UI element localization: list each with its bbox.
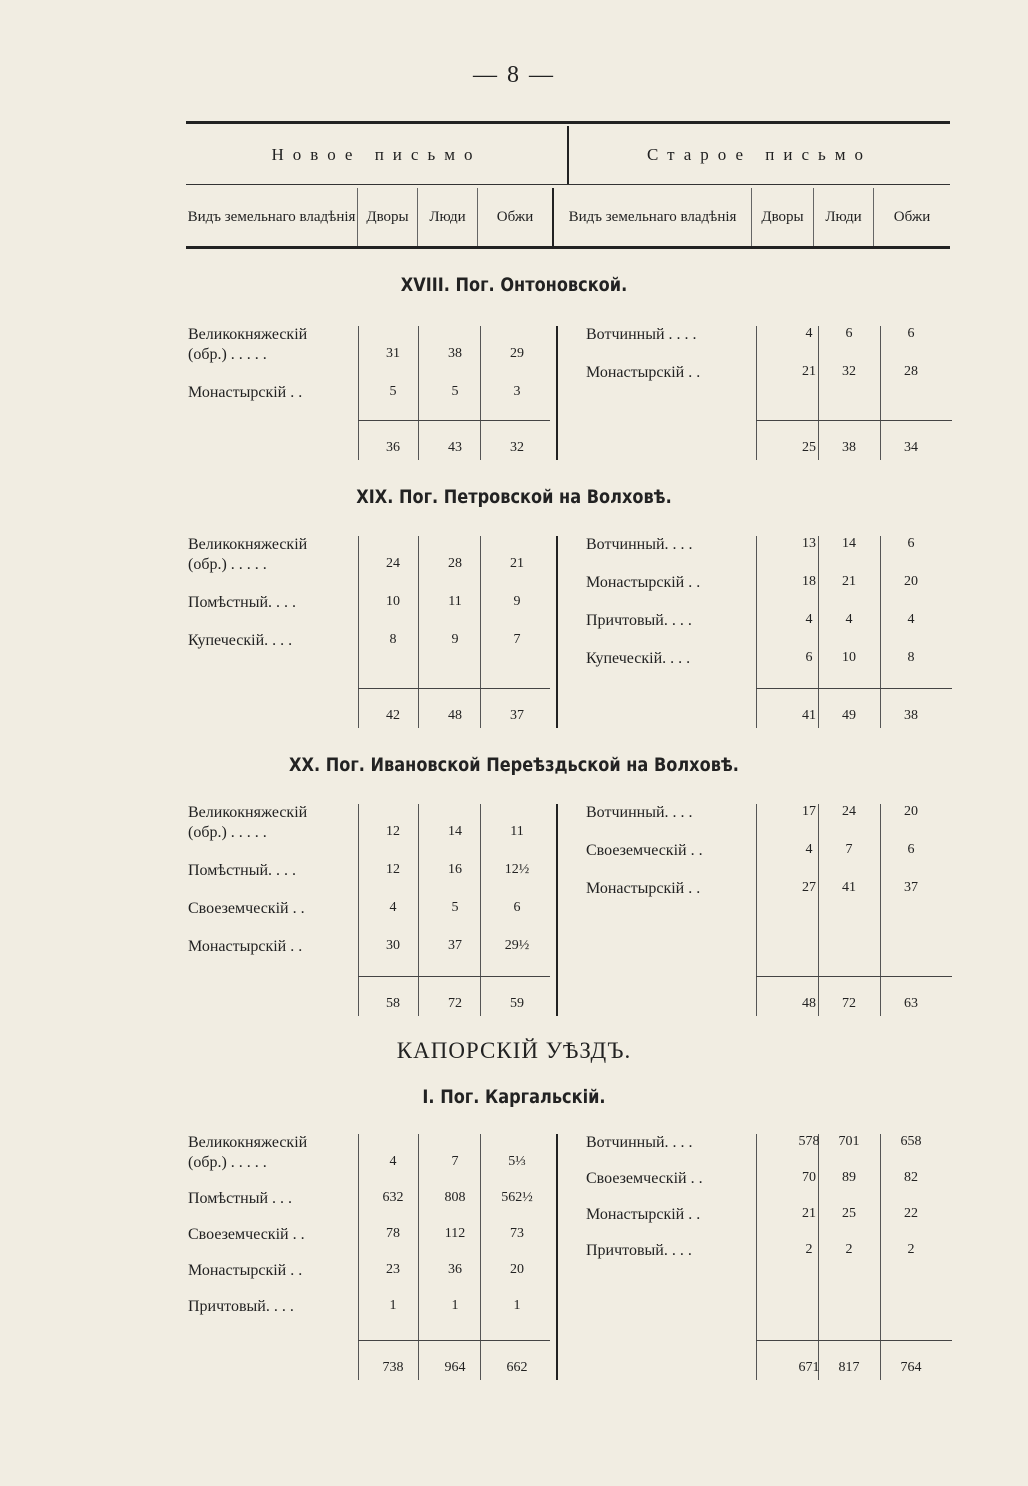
total-value: 49 xyxy=(842,708,856,723)
cell-value: 22 xyxy=(904,1206,918,1221)
total-value: 48 xyxy=(448,708,462,723)
col-header: Обжи xyxy=(893,208,931,225)
row-label: (обр.) . . . . . xyxy=(188,824,267,841)
table-row xyxy=(186,384,556,408)
column-headers xyxy=(186,188,950,249)
total-value: 671 xyxy=(798,1360,820,1375)
total-rule xyxy=(756,1340,952,1341)
row-label: Своеземческій . . xyxy=(188,1226,305,1243)
total-value: 662 xyxy=(506,1360,528,1375)
cell-value: 1 xyxy=(389,1298,397,1313)
total-rule xyxy=(358,420,550,421)
total-rule xyxy=(756,976,952,977)
row-label: Монастырскій . . xyxy=(188,938,303,955)
total-value: 58 xyxy=(386,996,400,1011)
section-table xyxy=(186,326,950,460)
cell-value: 37 xyxy=(904,880,918,895)
total-value: 34 xyxy=(904,440,918,455)
row-label: Помѣстный . . . xyxy=(188,1190,293,1207)
col-header: Обжи xyxy=(478,188,554,246)
table-row xyxy=(558,326,952,350)
col-header: Видъ земельнаго владѣнія xyxy=(554,188,752,246)
table-row xyxy=(558,650,952,674)
cell-value: 632 xyxy=(382,1190,404,1205)
table-header xyxy=(186,126,950,185)
row-label: Своеземческій . . xyxy=(586,842,703,859)
table-row xyxy=(186,1226,556,1250)
column-divider xyxy=(818,804,819,1016)
total-value: 38 xyxy=(842,440,856,455)
total-value: 817 xyxy=(838,1360,860,1375)
cell-value: 24 xyxy=(386,556,400,571)
total-value: 36 xyxy=(386,440,400,455)
row-label: Причтовый. . . . xyxy=(586,1242,692,1259)
cell-value: 12 xyxy=(386,824,400,839)
col-header: Люди xyxy=(814,188,874,246)
cell-value: 16 xyxy=(448,862,462,877)
cell-value: 29½ xyxy=(504,938,530,953)
column-divider xyxy=(756,804,757,1016)
row-label: Великокняжескій xyxy=(188,1134,308,1151)
cell-value: 6 xyxy=(513,900,521,915)
row-label: Купеческій. . . . xyxy=(188,632,293,649)
cell-value: 27 xyxy=(802,880,816,895)
cell-value: 82 xyxy=(904,1170,918,1185)
cell-value: 658 xyxy=(900,1134,922,1149)
cell-value: 13 xyxy=(802,536,816,551)
cell-value: 73 xyxy=(510,1226,524,1241)
row-label: (обр.) . . . . . xyxy=(188,556,267,573)
total-value: 764 xyxy=(900,1360,922,1375)
cell-value: 6 xyxy=(845,326,853,341)
cell-value: 14 xyxy=(448,824,462,839)
total-value: 72 xyxy=(842,996,856,1011)
cell-value: 808 xyxy=(444,1190,466,1205)
cell-value: 7 xyxy=(451,1154,459,1169)
cell-value: 20 xyxy=(904,804,918,819)
new-letter-title: Новое письмо xyxy=(186,126,569,184)
cell-value: 32 xyxy=(842,364,856,379)
section-title: XVIII. Пог. Онтоновской. xyxy=(400,274,628,296)
cell-value: 112 xyxy=(444,1226,466,1241)
cell-value: 8 xyxy=(389,632,397,647)
cell-value: 6 xyxy=(805,650,813,665)
cell-value: 4 xyxy=(805,842,813,857)
row-label: Своеземческій . . xyxy=(586,1170,703,1187)
table-row xyxy=(186,900,556,924)
cell-value: 3 xyxy=(513,384,521,399)
section-table xyxy=(186,536,950,728)
table-row xyxy=(558,1170,952,1194)
row-label: Вотчинный . . . . xyxy=(586,326,697,343)
total-rule xyxy=(358,976,550,977)
table-row xyxy=(186,346,556,370)
row-label: Помѣстный. . . . xyxy=(188,594,297,611)
cell-value: 6 xyxy=(907,842,915,857)
total-value: 59 xyxy=(510,996,524,1011)
total-value: 63 xyxy=(904,996,918,1011)
total-value: 48 xyxy=(802,996,816,1011)
total-value: 964 xyxy=(444,1360,466,1375)
cell-value: 17 xyxy=(802,804,816,819)
cell-value: 1 xyxy=(513,1298,521,1313)
cell-value: 578 xyxy=(798,1134,820,1149)
cell-value: 24 xyxy=(842,804,856,819)
new-letter-half xyxy=(186,536,556,728)
cell-value: 12 xyxy=(386,862,400,877)
cell-value: 21 xyxy=(802,364,816,379)
column-divider xyxy=(880,804,881,1016)
row-label: Монастырскій . . xyxy=(586,574,701,591)
row-label: Великокняжескій xyxy=(188,326,308,343)
cell-value: 21 xyxy=(510,556,524,571)
total-value: 42 xyxy=(386,708,400,723)
row-label: Вотчинный. . . . xyxy=(586,536,693,553)
table-row xyxy=(186,1154,556,1178)
cell-value: 23 xyxy=(386,1262,400,1277)
cell-value: 20 xyxy=(510,1262,524,1277)
table-row xyxy=(558,364,952,388)
total-value: 32 xyxy=(510,440,524,455)
row-label: Великокняжескій xyxy=(188,536,308,553)
cell-value: 21 xyxy=(802,1206,816,1221)
table-row xyxy=(186,938,556,962)
total-value: 37 xyxy=(510,708,524,723)
cell-value: 14 xyxy=(842,536,856,551)
table-row xyxy=(558,804,952,828)
row-label: Своеземческій . . xyxy=(188,900,305,917)
section-title: XIX. Пог. Петровской на Волховѣ. xyxy=(356,486,672,508)
cell-value: 2 xyxy=(805,1242,813,1257)
cell-value: 7 xyxy=(513,632,521,647)
section-title: XX. Пог. Ивановской Переѣздьской на Волховѣ. xyxy=(289,754,739,776)
table-row xyxy=(186,632,556,656)
old-letter-half xyxy=(556,536,952,728)
cell-value: 1 xyxy=(451,1298,459,1313)
cell-value: 12½ xyxy=(504,862,530,877)
table-row xyxy=(558,880,952,904)
cell-value: 4 xyxy=(389,900,397,915)
row-label: Монастырскій . . xyxy=(188,1262,303,1279)
table-row xyxy=(186,1262,556,1286)
cell-value: 28 xyxy=(904,364,918,379)
table-row xyxy=(558,574,952,598)
cell-value: 4 xyxy=(389,1154,397,1169)
cell-value: 4 xyxy=(805,612,813,627)
cell-value: 4 xyxy=(845,612,853,627)
cell-value: 6 xyxy=(907,326,915,341)
total-value: 43 xyxy=(448,440,462,455)
cell-value: 8 xyxy=(907,650,915,665)
cell-value: 2 xyxy=(845,1242,853,1257)
cell-value: 2 xyxy=(907,1242,915,1257)
row-label: Помѣстный. . . . xyxy=(188,862,297,879)
old-letter-half xyxy=(556,1134,952,1380)
row-label: Монастырскій . . xyxy=(188,384,303,401)
table-row xyxy=(186,1190,556,1214)
row-label: Причтовый. . . . xyxy=(586,612,692,629)
old-letter-title: Старое письмо xyxy=(646,145,873,164)
cell-value: 4 xyxy=(907,612,915,627)
section-title: I. Пог. Каргальскій. xyxy=(422,1086,606,1108)
cell-value: 5 xyxy=(451,900,459,915)
new-letter-half xyxy=(186,804,556,1016)
cell-value: 78 xyxy=(386,1226,400,1241)
cell-value: 11 xyxy=(448,594,462,609)
cell-value: 10 xyxy=(386,594,400,609)
cell-value: 11 xyxy=(510,824,524,839)
total-value: 72 xyxy=(448,996,462,1011)
cell-value: 562½ xyxy=(501,1190,533,1205)
table-row xyxy=(558,1242,952,1266)
col-header: Дворы xyxy=(358,188,418,246)
cell-value: 5⅓ xyxy=(508,1154,526,1169)
cell-value: 9 xyxy=(513,594,521,609)
cell-value: 701 xyxy=(838,1134,860,1149)
old-letter-half xyxy=(556,804,952,1016)
table-row xyxy=(558,612,952,636)
total-value: 38 xyxy=(904,708,918,723)
cell-value: 7 xyxy=(845,842,853,857)
table-row xyxy=(186,594,556,618)
cell-value: 18 xyxy=(802,574,816,589)
top-rule xyxy=(186,121,950,124)
table-row xyxy=(558,842,952,866)
col-header: Дворы xyxy=(752,188,814,246)
new-letter-half xyxy=(186,1134,556,1380)
cell-value: 9 xyxy=(451,632,459,647)
total-value: 41 xyxy=(802,708,816,723)
total-rule xyxy=(756,688,952,689)
cell-value: 30 xyxy=(386,938,400,953)
cell-value: 5 xyxy=(451,384,459,399)
total-rule xyxy=(358,688,550,689)
cell-value: 36 xyxy=(448,1262,462,1277)
cell-value: 20 xyxy=(904,574,918,589)
table-row xyxy=(558,536,952,560)
table-row xyxy=(186,556,556,580)
row-label: Вотчинный. . . . xyxy=(586,804,693,821)
section-table xyxy=(186,804,950,1016)
table-row xyxy=(186,862,556,886)
row-label: Монастырскій . . xyxy=(586,880,701,897)
total-rule xyxy=(358,1340,550,1341)
table-row xyxy=(558,1206,952,1230)
cell-value: 89 xyxy=(842,1170,856,1185)
total-value: 738 xyxy=(382,1360,404,1375)
new-letter-half xyxy=(186,326,556,460)
cell-value: 38 xyxy=(448,346,462,361)
cell-value: 6 xyxy=(907,536,915,551)
row-label: Монастырскій . . xyxy=(586,364,701,381)
cell-value: 10 xyxy=(842,650,856,665)
table-row xyxy=(186,1298,556,1322)
row-label: (обр.) . . . . . xyxy=(188,1154,267,1171)
cell-value: 4 xyxy=(805,326,813,341)
total-rule xyxy=(756,420,952,421)
cell-value: 70 xyxy=(802,1170,816,1185)
col-header: Люди xyxy=(418,188,478,246)
table-row xyxy=(186,824,556,848)
col-header: Видъ земельнаго владѣнія xyxy=(186,188,358,246)
cell-value: 28 xyxy=(448,556,462,571)
cell-value: 29 xyxy=(510,346,524,361)
row-label: Купеческій. . . . xyxy=(586,650,691,667)
cell-value: 5 xyxy=(389,384,397,399)
row-label: Монастырскій . . xyxy=(586,1206,701,1223)
cell-value: 41 xyxy=(842,880,856,895)
row-label: Вотчинный. . . . xyxy=(586,1134,693,1151)
section-table xyxy=(186,1134,950,1380)
row-label: Великокняжескій xyxy=(188,804,308,821)
row-label: (обр.) . . . . . xyxy=(188,346,267,363)
row-label: Причтовый. . . . xyxy=(188,1298,294,1315)
total-value: 25 xyxy=(802,440,816,455)
cell-value: 21 xyxy=(842,574,856,589)
cell-value: 25 xyxy=(842,1206,856,1221)
old-letter-half xyxy=(556,326,952,460)
cell-value: 31 xyxy=(386,346,400,361)
page-number: — 8 — xyxy=(473,62,555,88)
district-title: КАПОРСКІЙ УѢЗДЪ. xyxy=(396,1038,632,1063)
table-row xyxy=(558,1134,952,1158)
cell-value: 37 xyxy=(448,938,462,953)
